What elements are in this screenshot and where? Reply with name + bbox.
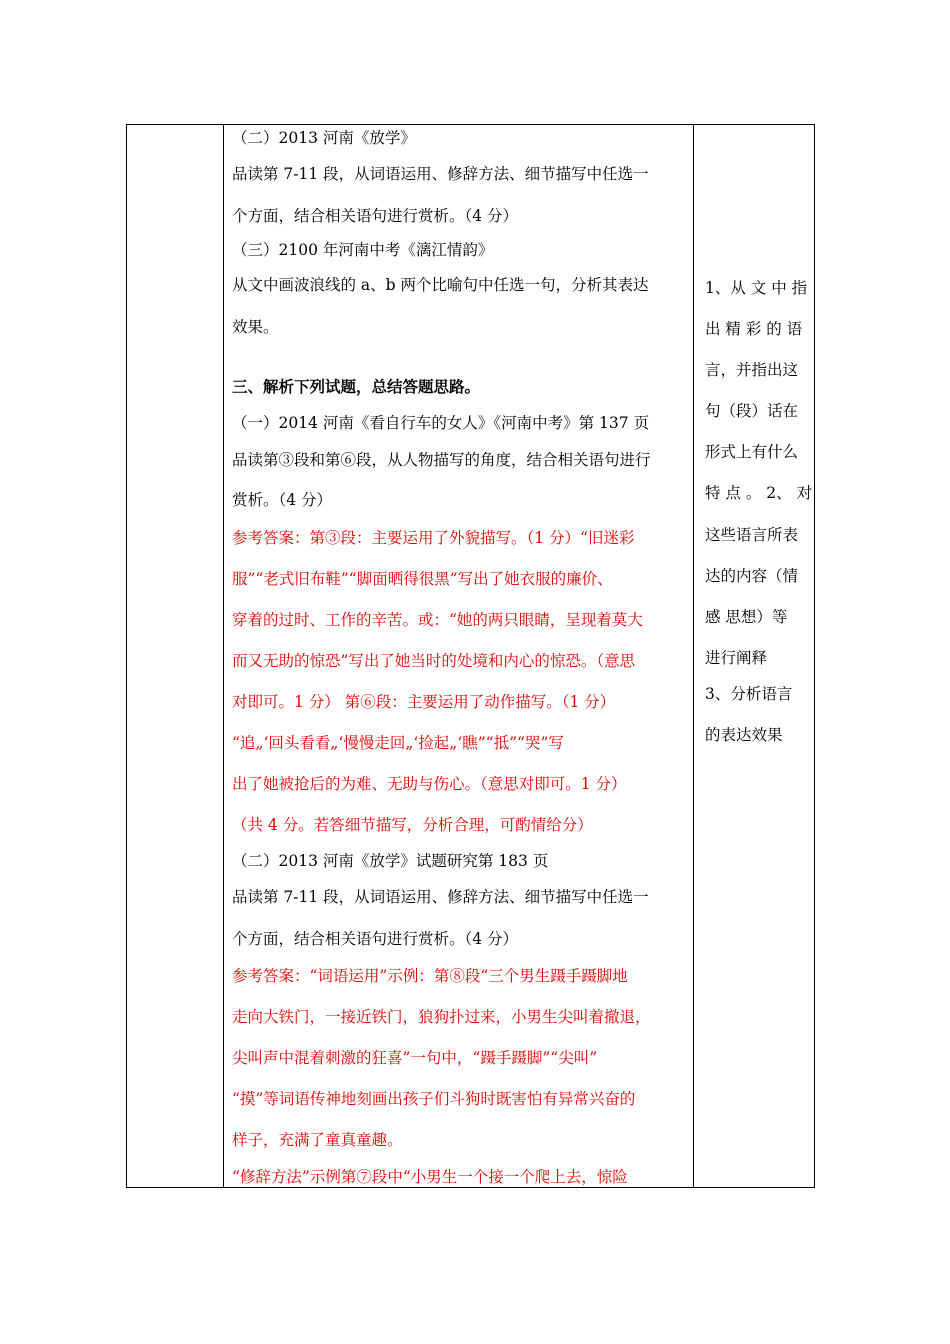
side-note-line: 感 思想）等 bbox=[705, 608, 788, 626]
answer-line: 走向大铁门，一接近铁门，狼狗扑过来，小男生尖叫着撤退， bbox=[232, 1008, 651, 1026]
side-note-line: 达的内容（情 bbox=[705, 567, 799, 585]
answer-line: 出了她被抢后的为难、无助与伤心。（意思对即可。1 分） bbox=[232, 775, 627, 793]
section-heading: 三、解析下列试题，总结答题思路。 bbox=[232, 377, 481, 396]
answer-line: （共 4 分。若答细节描写，分析合理，可酌情给分） bbox=[232, 816, 593, 834]
answer-line: 服”“老式旧布鞋”“脚面晒得很黑”写出了她衣服的廉价、 bbox=[232, 570, 613, 588]
answer-line: “摸”等词语传神地刻画出孩子们斗狗时既害怕有异常兴奋的 bbox=[232, 1090, 636, 1108]
answer-line: “修辞方法”示例第⑦段中“小男生一个接一个爬上去，惊险 bbox=[232, 1168, 628, 1186]
side-note-line: 3、分析语言 bbox=[705, 685, 793, 703]
text-line: 从文中画波浪线的 a、b 两个比喻句中任选一句，分析其表达 bbox=[232, 276, 649, 294]
side-note-line: 这些语言所表 bbox=[705, 526, 799, 544]
text-line: （一）2014 河南《看自行车的女人》《河南中考》第 137 页 bbox=[232, 414, 650, 432]
answer-line: 样子，充满了童真童趣。 bbox=[232, 1131, 403, 1149]
answer-line: “追„‘回头看看„‘慢慢走回„‘捡起„‘瞧”“抵”“哭”写 bbox=[232, 734, 564, 752]
side-note-line: 的表达效果 bbox=[705, 726, 783, 744]
column-divider-right bbox=[693, 125, 694, 1187]
answer-line: 尖叫声中混着刺激的狂喜”一句中，“蹑手蹑脚”“尖叫” bbox=[232, 1049, 598, 1067]
side-note-line: 形式上有什么 bbox=[705, 443, 799, 461]
text-line: （二）2013 河南《放学》试题研究第 183 页 bbox=[232, 852, 549, 870]
answer-line: 而又无助的惊恐”写出了她当时的处境和内心的惊恐。（意思 bbox=[232, 652, 636, 670]
text-line: 个方面，结合相关语句进行赏析。（4 分） bbox=[232, 207, 519, 225]
answer-line: 参考答案：第③段：主要运用了外貌描写。（1 分）“旧迷彩 bbox=[232, 529, 635, 547]
side-note-line: 1、从 文 中 指 bbox=[705, 279, 808, 297]
side-note-line: 言，并指出这 bbox=[705, 361, 799, 379]
side-note-line: 进行阐释 bbox=[705, 649, 768, 667]
answer-line: 对即可。1 分） 第⑥段：主要运用了动作描写。（1 分） bbox=[232, 693, 616, 711]
text-line: 品读第 7-11 段，从词语运用、修辞方法、细节描写中任选一 bbox=[232, 888, 649, 906]
text-line: （三）2100 年河南中考《漓江情韵》 bbox=[232, 241, 494, 259]
text-line: 品读第 7-11 段，从词语运用、修辞方法、细节描写中任选一 bbox=[232, 165, 649, 183]
column-divider-left bbox=[223, 125, 224, 1187]
text-line: （二）2013 河南《放学》 bbox=[232, 129, 416, 147]
text-line: 效果。 bbox=[232, 318, 279, 336]
answer-line: 参考答案：“词语运用”示例：第⑧段“三个男生蹑手蹑脚地 bbox=[232, 967, 628, 985]
side-note-line: 特 点 。 2、 对 bbox=[705, 484, 813, 502]
side-note-line: 出 精 彩 的 语 bbox=[705, 320, 803, 338]
text-line: 品读第③段和第⑥段，从人物描写的角度，结合相关语句进行 bbox=[232, 451, 651, 469]
answer-line: 穿着的过时、工作的辛苦。或：“她的两只眼睛，呈现着莫大 bbox=[232, 611, 643, 629]
side-note-line: 句（段）话在 bbox=[705, 402, 799, 420]
text-line: 赏析。（4 分） bbox=[232, 491, 333, 509]
text-line: 个方面，结合相关语句进行赏析。（4 分） bbox=[232, 930, 519, 948]
